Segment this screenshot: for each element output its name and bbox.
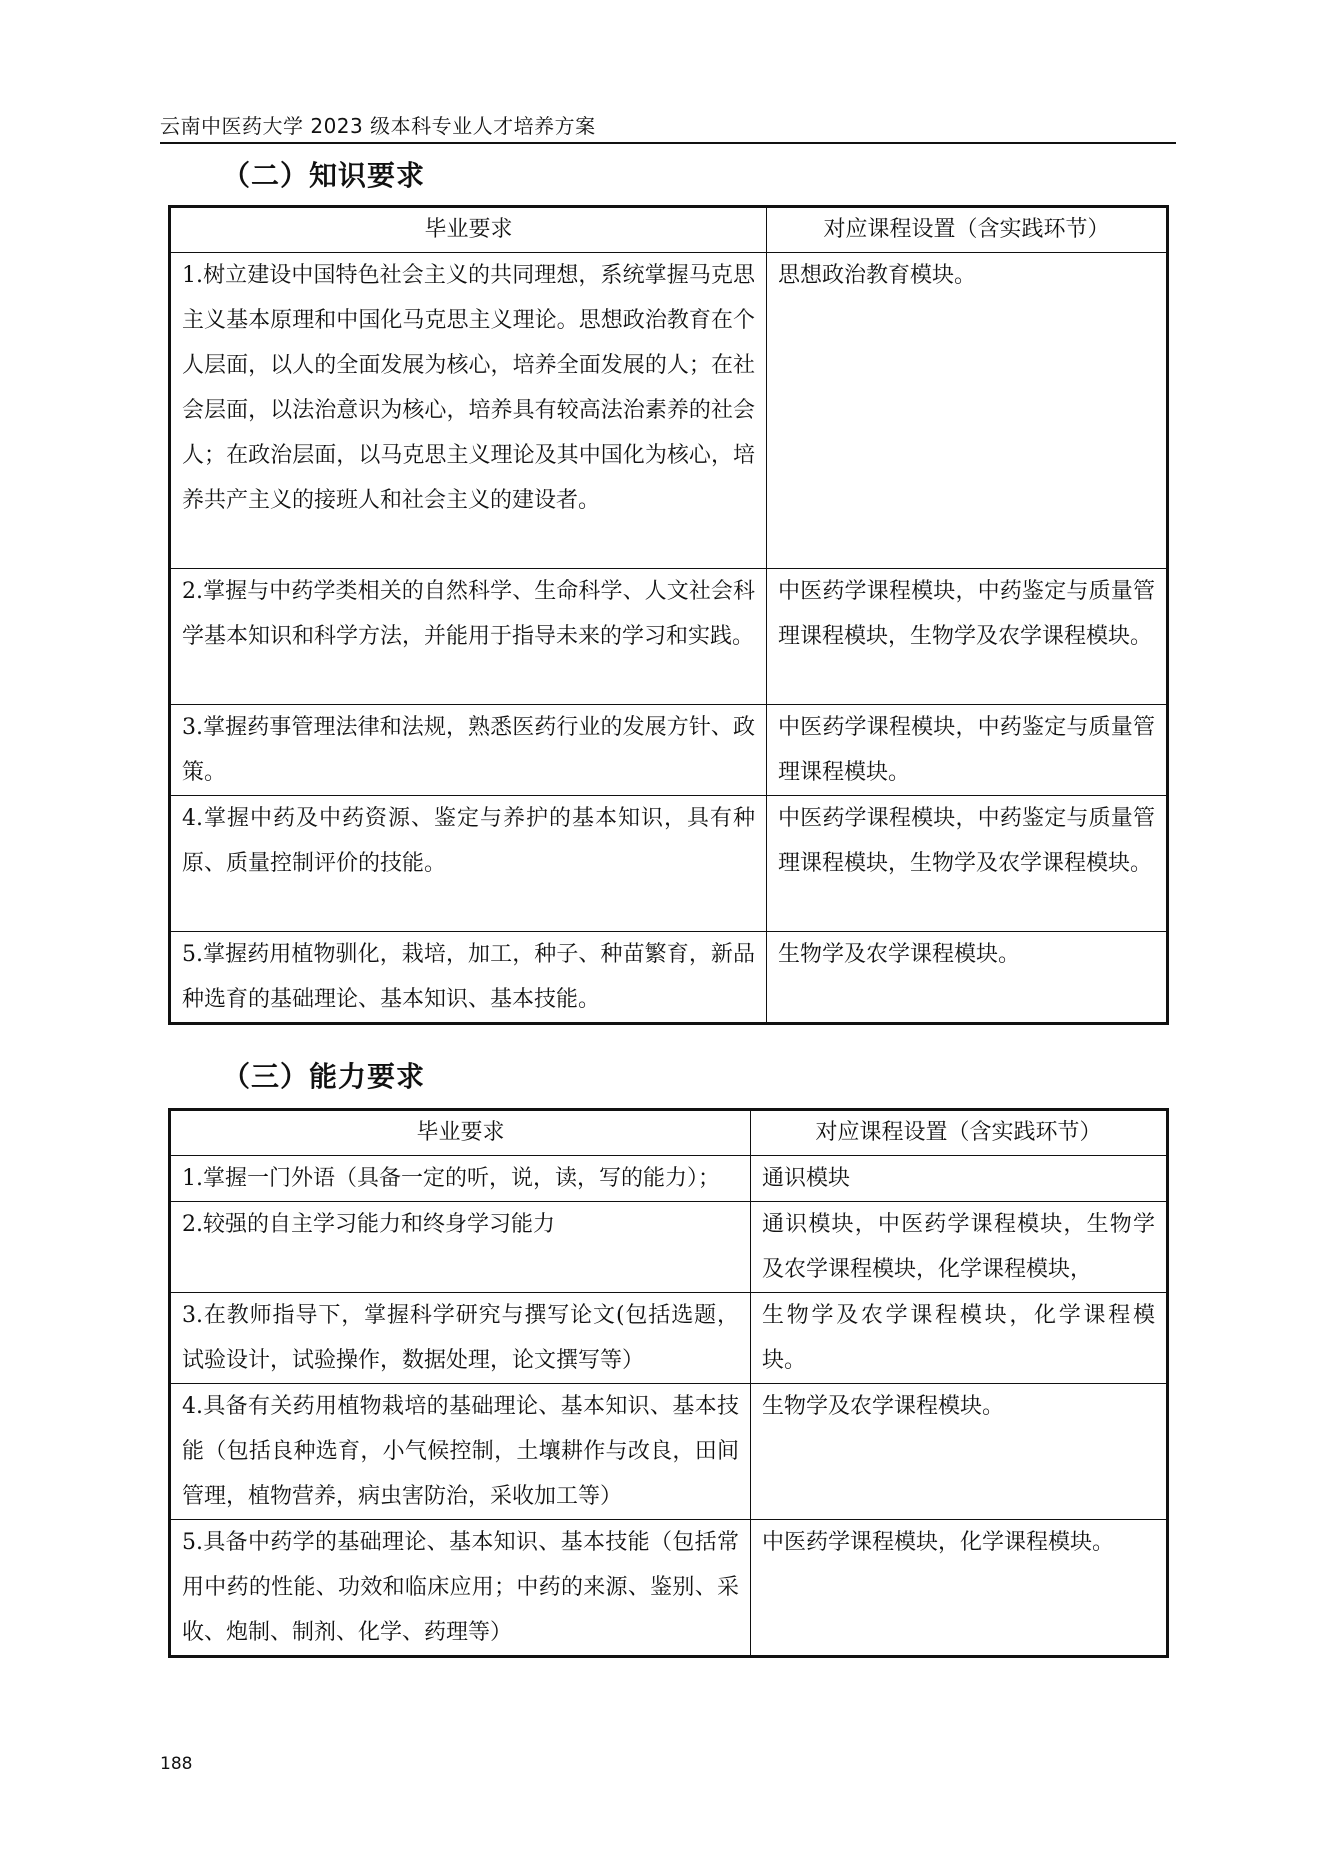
requirement-cell: 2.掌握与中药学类相关的自然科学、生命科学、人文社会科学基本知识和科学方法，并能用于指导未来的学习和实践。 xyxy=(170,569,767,705)
courses-cell: 通识模块 xyxy=(751,1156,1168,1202)
courses-cell: 中医药学课程模块，中药鉴定与质量管理课程模块。 xyxy=(767,705,1168,796)
page-number: 188 xyxy=(160,1754,193,1774)
table-row xyxy=(170,1293,1168,1384)
courses-cell: 通识模块，中医药学课程模块，生物学及农学课程模块，化学课程模块， xyxy=(751,1202,1168,1293)
table-row xyxy=(170,569,1168,705)
requirement-cell: 4.掌握中药及中药资源、鉴定与养护的基本知识，具有种原、质量控制评价的技能。 xyxy=(170,796,767,932)
requirement-cell: 1.掌握一门外语（具备一定的听，说，读，写的能力）； xyxy=(170,1156,751,1202)
requirement-cell: 2.较强的自主学习能力和终身学习能力 xyxy=(170,1202,751,1293)
courses-cell: 生物学及农学课程模块，化学课程模块。 xyxy=(751,1293,1168,1384)
requirement-cell: 5.具备中药学的基础理论、基本知识、基本技能（包括常用中药的性能、功效和临床应用；中药的来源、鉴别、采收、炮制、制剂、化学、药理等） xyxy=(170,1520,751,1657)
courses-cell: 生物学及农学课程模块。 xyxy=(751,1384,1168,1520)
header-rule xyxy=(160,142,1176,144)
section-heading-ability: （三）能力要求 xyxy=(222,1060,426,1093)
table-row xyxy=(170,1156,1168,1202)
column-header-requirement: 毕业要求 xyxy=(170,207,767,253)
knowledge-requirements-table xyxy=(168,205,1169,1025)
table-row xyxy=(170,253,1168,569)
courses-cell: 中医药学课程模块，化学课程模块。 xyxy=(751,1520,1168,1657)
column-header-courses: 对应课程设置（含实践环节） xyxy=(767,207,1168,253)
requirement-cell: 3.掌握药事管理法律和法规，熟悉医药行业的发展方针、政策。 xyxy=(170,705,767,796)
running-header: 云南中医药大学 2023 级本科专业人才培养方案 xyxy=(160,114,596,138)
table-row xyxy=(170,705,1168,796)
table-row xyxy=(170,1520,1168,1657)
requirement-cell: 3.在教师指导下，掌握科学研究与撰写论文(包括选题，试验设计，试验操作，数据处理，论文撰写等） xyxy=(170,1293,751,1384)
column-header-courses: 对应课程设置（含实践环节） xyxy=(751,1110,1168,1156)
column-header-requirement: 毕业要求 xyxy=(170,1110,751,1156)
table-header-row xyxy=(170,207,1168,253)
table-row xyxy=(170,932,1168,1024)
courses-cell: 生物学及农学课程模块。 xyxy=(767,932,1168,1024)
table-header-row xyxy=(170,1110,1168,1156)
courses-cell: 中医药学课程模块，中药鉴定与质量管理课程模块，生物学及农学课程模块。 xyxy=(767,569,1168,705)
requirement-cell: 4.具备有关药用植物栽培的基础理论、基本知识、基本技能（包括良种选育，小气候控制，土壤耕作与改良，田间管理，植物营养，病虫害防治，采收加工等） xyxy=(170,1384,751,1520)
ability-requirements-table xyxy=(168,1108,1169,1658)
requirement-cell: 1.树立建设中国特色社会主义的共同理想，系统掌握马克思主义基本原理和中国化马克思主义理论。思想政治教育在个人层面，以人的全面发展为核心，培养全面发展的人；在社会层面，以法治意识为核心，培养具有较高法治素养的社会人；在政治层面，以马克思主义理论及其中国化为核心，培养共产主义的接班人和社会主义的建设者。 xyxy=(170,253,767,569)
table-row xyxy=(170,1202,1168,1293)
table-row xyxy=(170,1384,1168,1520)
table-row xyxy=(170,796,1168,932)
courses-cell: 思想政治教育模块。 xyxy=(767,253,1168,569)
courses-cell: 中医药学课程模块，中药鉴定与质量管理课程模块，生物学及农学课程模块。 xyxy=(767,796,1168,932)
requirement-cell: 5.掌握药用植物驯化，栽培，加工，种子、种苗繁育，新品种选育的基础理论、基本知识、基本技能。 xyxy=(170,932,767,1024)
section-heading-knowledge: （二）知识要求 xyxy=(222,159,426,192)
